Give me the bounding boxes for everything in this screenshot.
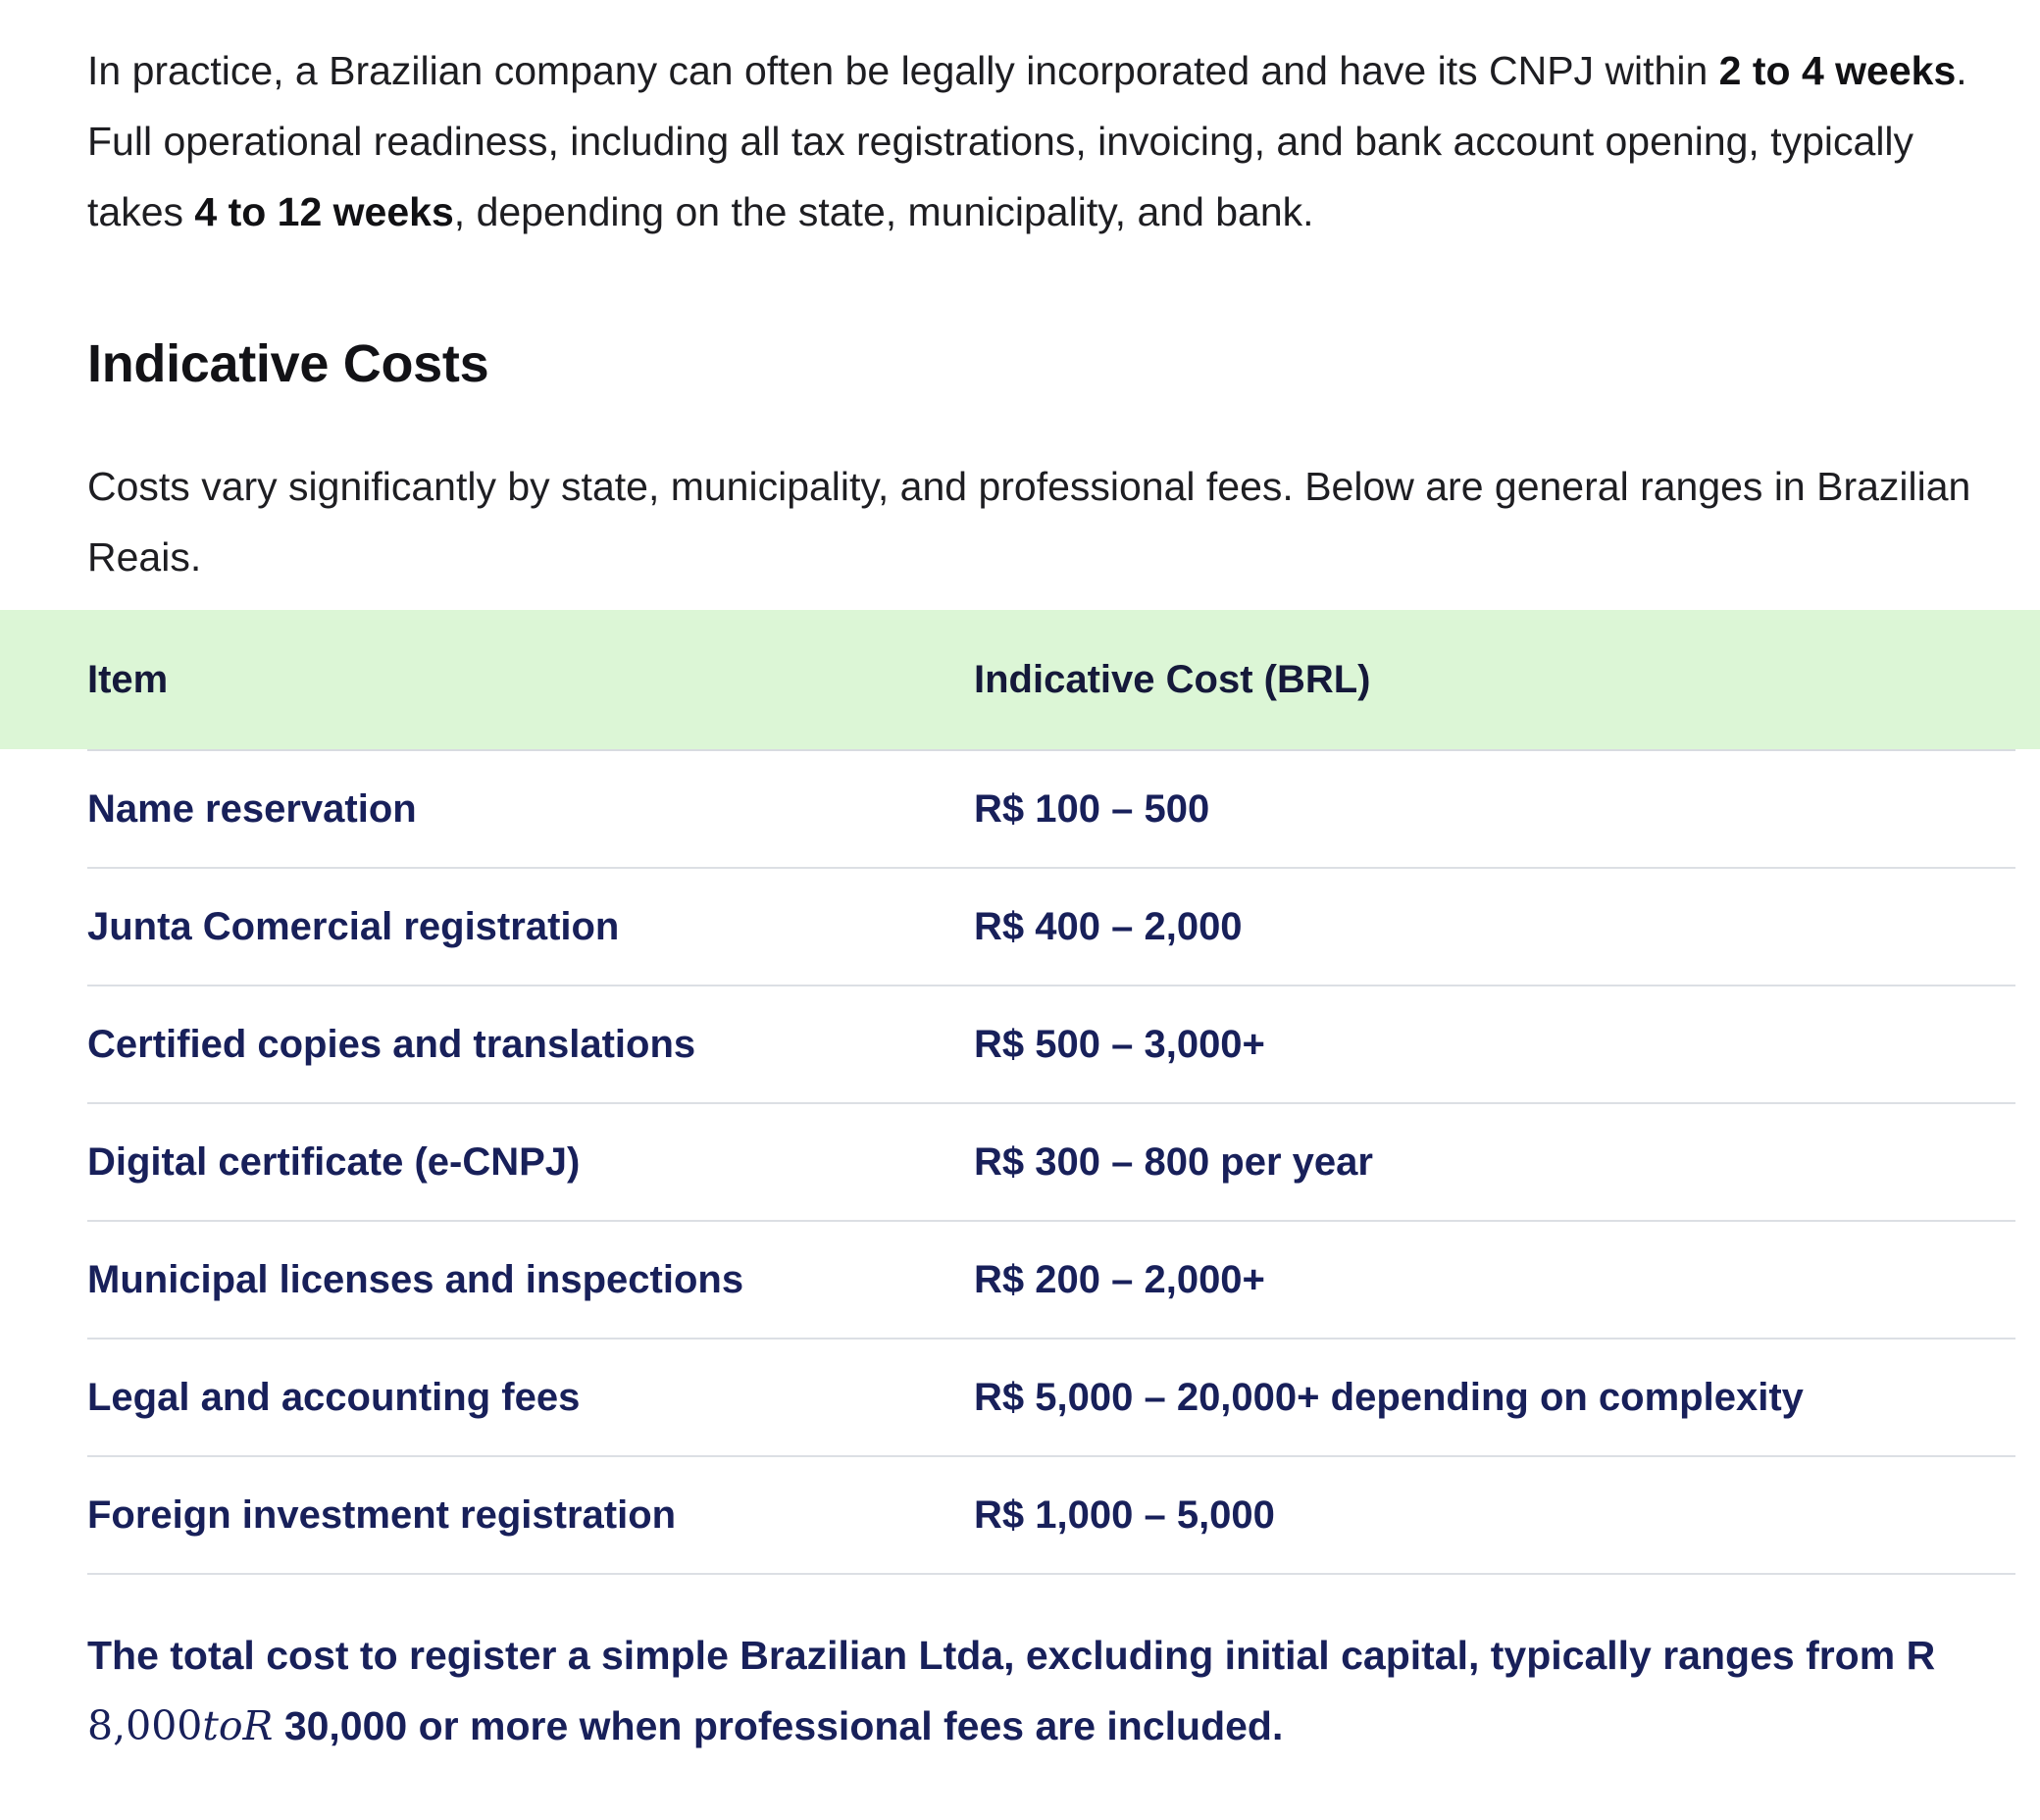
summary-math-r: R xyxy=(242,1702,274,1749)
incorporation-timeframe: 2 to 4 weeks xyxy=(1718,48,1957,93)
column-header-item: Item xyxy=(87,610,974,750)
cost-table-header xyxy=(87,610,2015,750)
summary-text-1: The total cost to register a simple Brazilian Ltda, excluding initial capital, typically ranges from R xyxy=(87,1633,1936,1678)
cost-table xyxy=(87,610,2015,1575)
table-header-row xyxy=(87,610,2015,750)
table-row xyxy=(87,750,2015,868)
column-header-cost: Indicative Cost (BRL) xyxy=(974,610,2015,750)
summary-text-2: 30,000 or more when professional fees are included. xyxy=(273,1703,1284,1748)
operational-timeframe: 4 to 12 weeks xyxy=(194,189,454,234)
item-cell: Legal and accounting fees xyxy=(87,1339,974,1456)
intro-text-3: , depending on the state, municipality, and bank. xyxy=(453,189,1314,234)
section-heading: Indicative Costs xyxy=(87,334,489,393)
cost-cell: R$ 500 – 3,000+ xyxy=(974,986,2015,1103)
cost-cell: R$ 1,000 – 5,000 xyxy=(974,1456,2015,1574)
cost-cell: R$ 400 – 2,000 xyxy=(974,868,2015,986)
summary-math-fragment xyxy=(87,1702,273,1749)
item-cell: Name reservation xyxy=(87,750,974,868)
total-cost-summary xyxy=(87,1620,2010,1761)
item-cell: Foreign investment registration xyxy=(87,1456,974,1574)
cost-cell: R$ 200 – 2,000+ xyxy=(974,1221,2015,1339)
cost-cell: R$ 100 – 500 xyxy=(974,750,2015,868)
cost-cell: R$ 5,000 – 20,000+ depending on complexity xyxy=(974,1339,2015,1456)
cost-table-body xyxy=(87,750,2015,1574)
table-row xyxy=(87,1339,2015,1456)
table-row xyxy=(87,986,2015,1103)
table-row xyxy=(87,868,2015,986)
intro-text-2: . Full operational readiness, including all tax registrations, invoicing, and bank account opening, typically takes xyxy=(87,48,1967,234)
table-row xyxy=(87,1221,2015,1339)
summary-math-amount: 8,000 xyxy=(87,1702,203,1749)
summary-math-to: to xyxy=(202,1702,243,1749)
item-cell: Junta Comercial registration xyxy=(87,868,974,986)
section-lede: Costs vary significantly by state, municipality, and professional fees. Below are general ranges in Brazilian Reais. xyxy=(87,464,1971,580)
intro-text-1: In practice, a Brazilian company can often be legally incorporated and have its CNPJ within xyxy=(87,48,1719,93)
item-cell: Municipal licenses and inspections xyxy=(87,1221,974,1339)
intro-paragraph xyxy=(87,35,1990,247)
table-row xyxy=(87,1456,2015,1574)
item-cell: Certified copies and translations xyxy=(87,986,974,1103)
cost-cell: R$ 300 – 800 per year xyxy=(974,1103,2015,1221)
table-row xyxy=(87,1103,2015,1221)
item-cell: Digital certificate (e-CNPJ) xyxy=(87,1103,974,1221)
